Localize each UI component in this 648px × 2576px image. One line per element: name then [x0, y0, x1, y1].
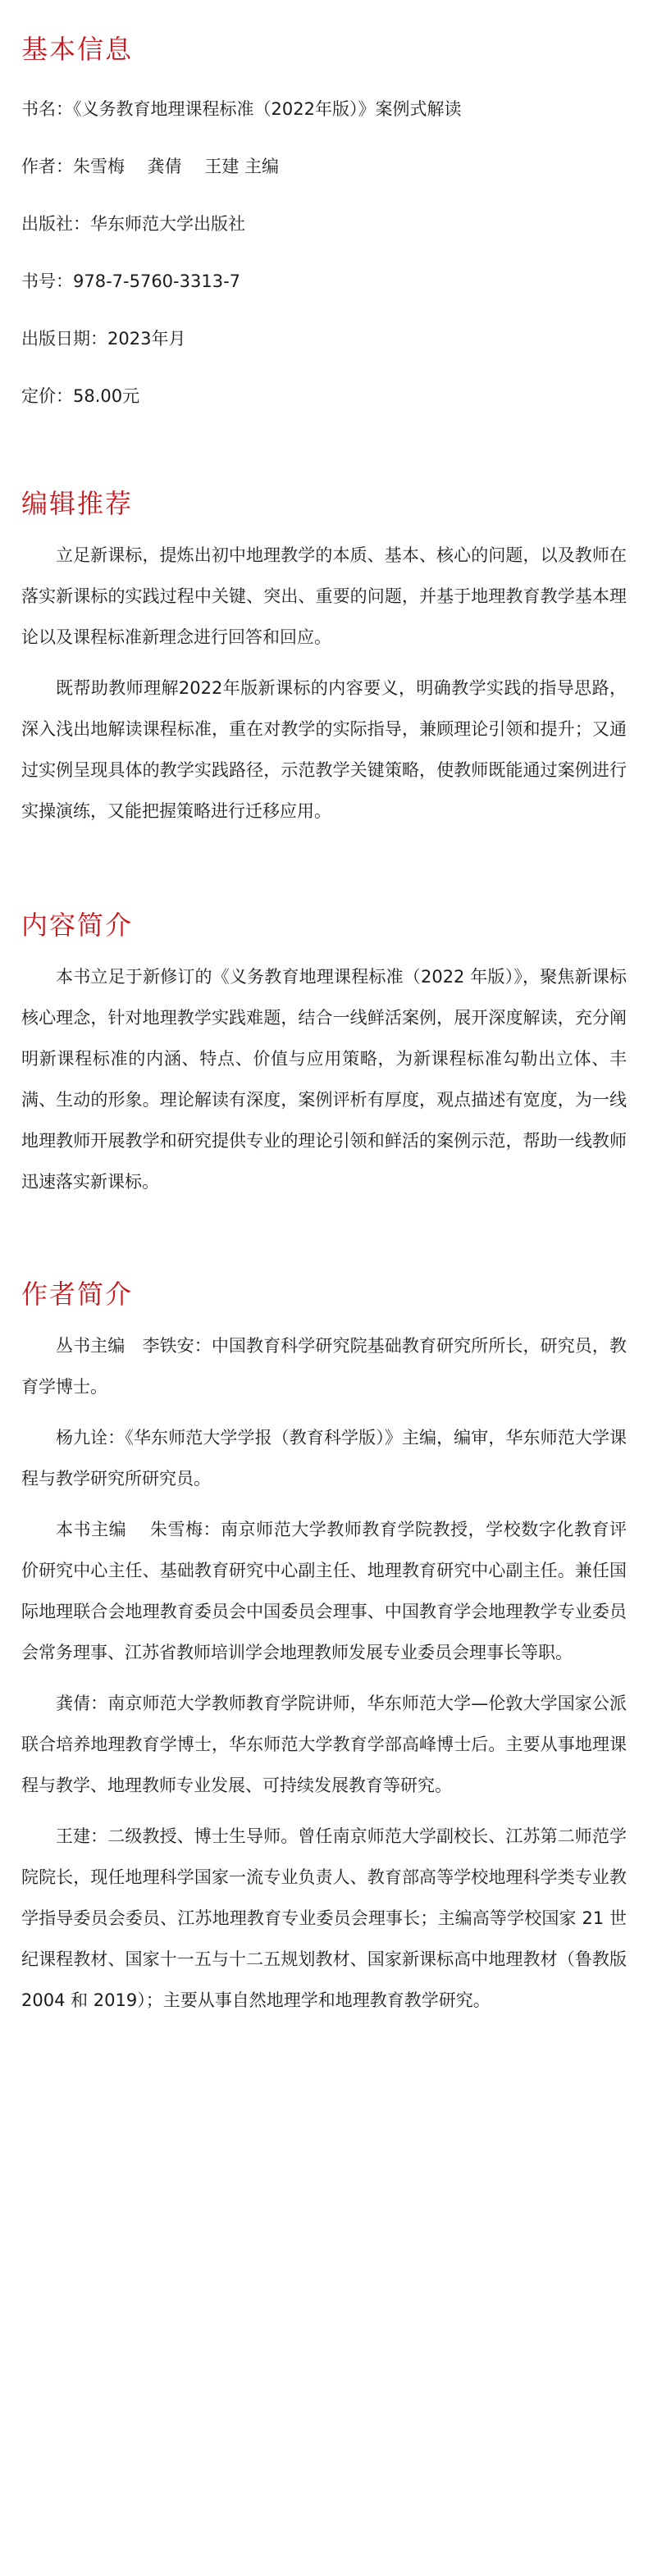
introduction-paragraph: 本书立足于新修订的《义务教育地理课程标准（2022 年版）》，聚焦新课标核心理念，针对地理教学实践难题，结合一线鲜活案例，展开深度解读，充分阐明新课程标准的内涵、特点、价值与应用策略，为新课程标准勾勒出立体、丰满、生动的形象。理论解读有深度，案例评析有厚度，观点描述有宽度，为一线地理教师开展教学和研究提供专业的理论引领和鲜活的案例示范，帮助一线教师迅速落实新课标。 — [21, 967, 627, 1192]
recommendation-paragraph: 立足新课标，提炼出初中地理教学的本质、基本、核心的问题，以及教师在落实新课标的实践过程中关键、突出、重要的问题，并基于地理教育教学基本理论以及课程标准新理念进行回答和回应。 — [21, 545, 627, 647]
editor-recommendation-section — [21, 487, 627, 832]
author-paragraph-series-editor: 丛书主编 李铁安：中国教育科学研究院基础教育研究所所长，研究员，教育学博士。 — [21, 1336, 627, 1397]
book-name-line: 书名：《义务教育地理课程标准（2022年版）》案例式解读 — [21, 99, 462, 119]
author-introduction-title: 作者简介 — [21, 1279, 134, 1310]
editor-recommendation-title: 编辑推荐 — [21, 488, 134, 519]
content-introduction-section — [21, 909, 627, 1202]
author-paragraph-yang: 杨九诠：《华东师范大学学报（教育科学版）》主编，编审，华东师范大学课程与教学研究所研究员。 — [21, 1428, 627, 1489]
price-line: 定价：58.00元 — [21, 386, 140, 406]
author-paragraph-wang: 王建：二级教授、博士生导师。曾任南京师范大学副校长、江苏第二师范学院院长，现任地理科学国家一流专业负责人、教育部高等学校地理科学类专业教学指导委员会委员、江苏地理教育专业委员会理事长；主编高等学校国家 21 世纪课程教材、国家十一五与十二五规划教材、国家新课标高中地理教材（鲁教版 2004 和 2019）；主要从事自然地理学和地理教育教学研究。 — [21, 1826, 627, 2010]
authors-line: 作者：朱雪梅 龚倩 王建 主编 — [21, 157, 280, 176]
recommendation-paragraph: 既帮助教师理解2022年版新课标的内容要义，明确教学实践的指导思路，深入浅出地解读课程标准，重在对教学的实际指导，兼顾理论引领和提升；又通过实例呈现具体的教学实践路径，示范教学关键策略，使教师既能通过案例进行实操演练，又能把握策略进行迁移应用。 — [21, 678, 627, 821]
author-paragraph-gong: 龚倩：南京师范大学教师教育学院讲师，华东师范大学—伦敦大学国家公派联合培养地理教育学博士，华东师范大学教育学部高峰博士后。主要从事地理课程与教学、地理教师专业发展、可持续发展教育等研究。 — [21, 1694, 627, 1795]
publisher-line: 出版社：华东师范大学出版社 — [21, 214, 245, 234]
content-introduction-title: 内容简介 — [21, 910, 134, 941]
isbn-line: 书号：978-7-5760-3313-7 — [21, 271, 241, 291]
author-introduction-section — [21, 1278, 627, 2021]
author-paragraph-zhu: 本书主编 朱雪梅：南京师范大学教师教育学院教授，学校数字化教育评价研究中心主任、基础教育研究中心副主任、地理教育研究中心副主任。兼任国际地理联合会地理教育委员会中国委员会理事、中国教育学会地理教学专业委员会常务理事、江苏省教师培训学会地理教师发展专业委员会理事长等职。 — [21, 1520, 627, 1662]
basic-info-title: 基本信息 — [21, 34, 134, 65]
basic-info-section — [21, 0, 627, 408]
pub-date-line: 出版日期：2023年月 — [21, 329, 186, 349]
